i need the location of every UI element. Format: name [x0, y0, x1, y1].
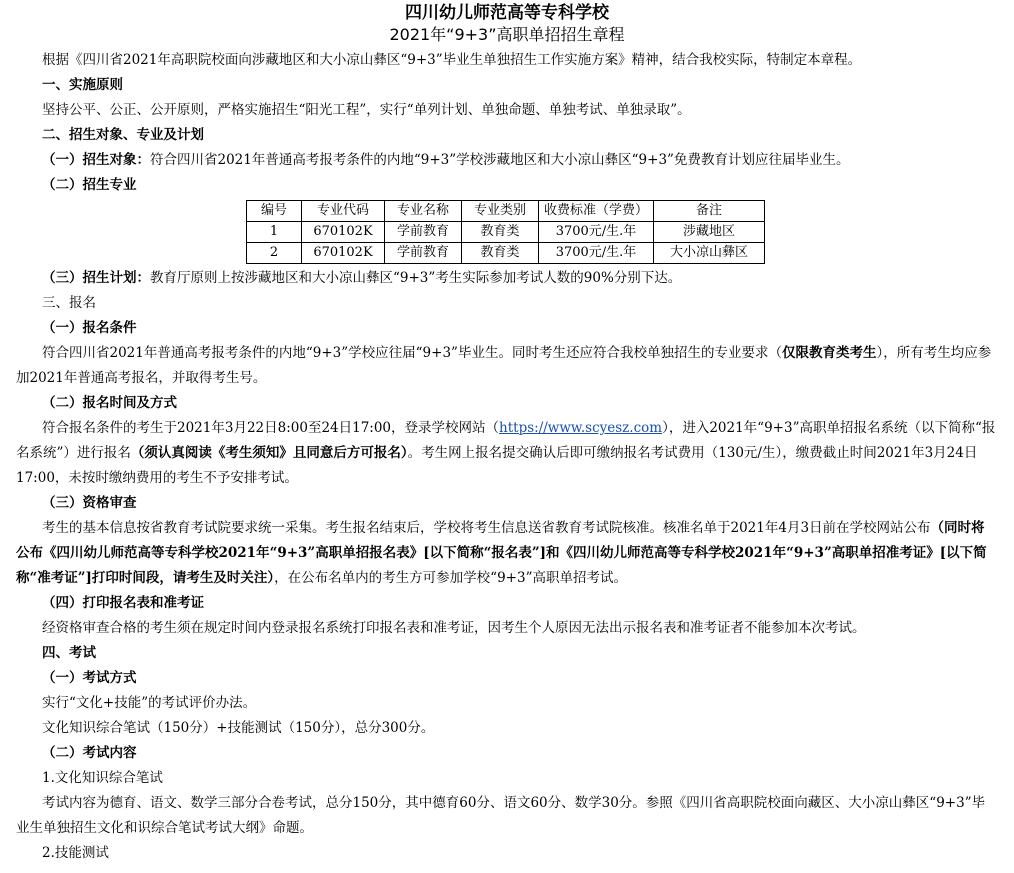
- table-cell: 教育类: [462, 243, 539, 264]
- table-cell: 2: [247, 243, 302, 264]
- registration-time-heading: （二）报名时间及方式: [42, 395, 177, 411]
- table-header-row: [247, 201, 765, 222]
- table-cell: 涉藏地区: [654, 222, 765, 243]
- recruit-plan-text: 教育厅原则上按涉藏地区和大小凉山彝区“9+3”考生实际参加考试人数的90%分别下达。: [150, 270, 682, 286]
- major-fee-table: [246, 200, 765, 264]
- time-text-a: 符合报名条件的考生于2021年3月22日8:00至24日17:00，登录学校网站（: [42, 420, 500, 436]
- conditions-text-bold: 仅限教育类考生: [781, 345, 877, 361]
- col-header-remark: 备注: [654, 201, 765, 222]
- school-website-link[interactable]: https://www.scyesz.com: [499, 420, 663, 436]
- review-text-a: 考生的基本信息按省教育考试院要求统一采集。考生报名结束后，学校将考生信息送省教育考试院核准。核准名单于2021年4月3日前在学校网站公布: [42, 520, 931, 536]
- table-cell: 学前教育: [385, 243, 462, 264]
- table-cell: 3700元/生.年: [539, 222, 654, 243]
- exam-item-1: 1.文化知识综合笔试: [42, 770, 163, 786]
- table-cell: 670102K: [302, 222, 385, 243]
- section-1-heading: 一、实施原则: [42, 77, 123, 93]
- table-row: [247, 243, 765, 264]
- print-forms-text: 经资格审查合格的考生须在规定时间内登录报名系统打印报名表和准考证，因考生个人原因无法出示报名表和准考证者不能参加本次考试。: [42, 620, 866, 636]
- recruit-target-label: （一）招生对象：: [42, 152, 150, 168]
- document-title: 2021年“9+3”高职单招招生章程: [389, 25, 625, 44]
- school-name: 四川幼儿师范高等专科学校: [405, 3, 609, 23]
- conditions-text-a: 符合四川省2021年普通高考报考条件的内地“9+3”学校应往届“9+3”毕业生。同时考生还应符合我校单独招生的专业要求（: [42, 345, 782, 361]
- exam-method-line-1: 实行“文化+技能”的考试评价办法。: [42, 695, 257, 711]
- registration-conditions-text: [16, 341, 998, 391]
- table-cell: 3700元/生.年: [539, 243, 654, 264]
- print-forms-heading: （四）打印报名表和准考证: [42, 595, 204, 611]
- table-row: [247, 222, 765, 243]
- recruit-target-text: 符合四川省2021年普通高考报考条件的内地“9+3”学校涉藏地区和大小凉山彝区“9+3”免费教育计划应往届毕业生。: [150, 152, 850, 168]
- time-text-bold: （须认真阅读《考生须知》且同意后方可报名）: [130, 445, 408, 461]
- col-header-name: 专业名称: [385, 201, 462, 222]
- registration-conditions-heading: （一）报名条件: [42, 320, 137, 336]
- table-cell: 教育类: [462, 222, 539, 243]
- intro-paragraph: 根据《四川省2021年高职院校面向涉藏地区和大小凉山彝区“9+3”毕业生单独招生工作实施方案》精神，结合我校实际，特制定本章程。: [42, 52, 862, 68]
- table-cell: 670102K: [302, 243, 385, 264]
- col-header-category: 专业类别: [462, 201, 539, 222]
- qualification-review-text: [16, 516, 998, 591]
- qualification-review-heading: （三）资格审查: [42, 495, 137, 511]
- conditions-text-b: ），所有考生均应参加2021年普通高考报名，并取得考生号。: [16, 345, 992, 386]
- table-cell: 大小凉山彝区: [654, 243, 765, 264]
- exam-item-1-text: 考试内容为德育、语文、数学三部分合卷考试，总分150分，其中德育60分、语文60分、数学30分。参照《四川省高职院校面向藏区、大小凉山彝区“9+3”毕业生单独招生文化和识综合笔试考试大纲》命题。: [16, 795, 986, 836]
- col-header-code: 专业代码: [302, 201, 385, 222]
- col-header-fee: 收费标准（学费）: [539, 201, 654, 222]
- review-text-bold: （同时将公布《四川幼儿师范高等专科学校2021年“9+3”高职单招报名表》[以下简称“报名表”]和《四川幼儿师范高等专科学校2021年“9+3”高职单招准考证》[以下简称“准考证”]打印时间段，请考生及时关注）: [16, 520, 987, 586]
- exam-method-heading: （一）考试方式: [42, 670, 137, 686]
- section-3-heading: 三、报名: [42, 295, 96, 311]
- time-text-b: ），进入2021年“9+3”高职单招报名系统（以下简称“报名系统”）进行报名: [16, 420, 996, 461]
- section-4-heading: 四、考试: [42, 645, 96, 661]
- table-cell: 学前教育: [385, 222, 462, 243]
- section-2-heading: 二、招生对象、专业及计划: [42, 127, 204, 143]
- recruit-target-paragraph: [16, 148, 998, 173]
- review-text-b: ，在公布名单内的考生方可参加学校“9+3”高职单招考试。: [274, 570, 627, 586]
- exam-content-heading: （二）考试内容: [42, 745, 137, 761]
- recruit-major-heading: （二）招生专业: [42, 177, 137, 193]
- document-page: [0, 2, 1014, 873]
- time-text-c: 。考生网上报名提交确认后即可缴纳报名考试费用（130元/生），缴费截止时间2021年3月24日17:00，未按时缴纳费用的考生不予安排考试。: [16, 445, 978, 486]
- table-cell: 1: [247, 222, 302, 243]
- col-header-number: 编号: [247, 201, 302, 222]
- recruit-plan-paragraph: [16, 266, 998, 291]
- exam-item-2: 2.技能测试: [42, 845, 109, 861]
- recruit-plan-label: （三）招生计划：: [42, 270, 150, 286]
- exam-method-line-2: 文化知识综合笔试（150分）+技能测试（150分），总分300分。: [42, 720, 435, 736]
- registration-time-text: [16, 416, 998, 491]
- section-1-text: 坚持公平、公正、公开原则，严格实施招生“阳光工程”，实行“单列计划、单独命题、单独考试、单独录取”。: [42, 102, 691, 118]
